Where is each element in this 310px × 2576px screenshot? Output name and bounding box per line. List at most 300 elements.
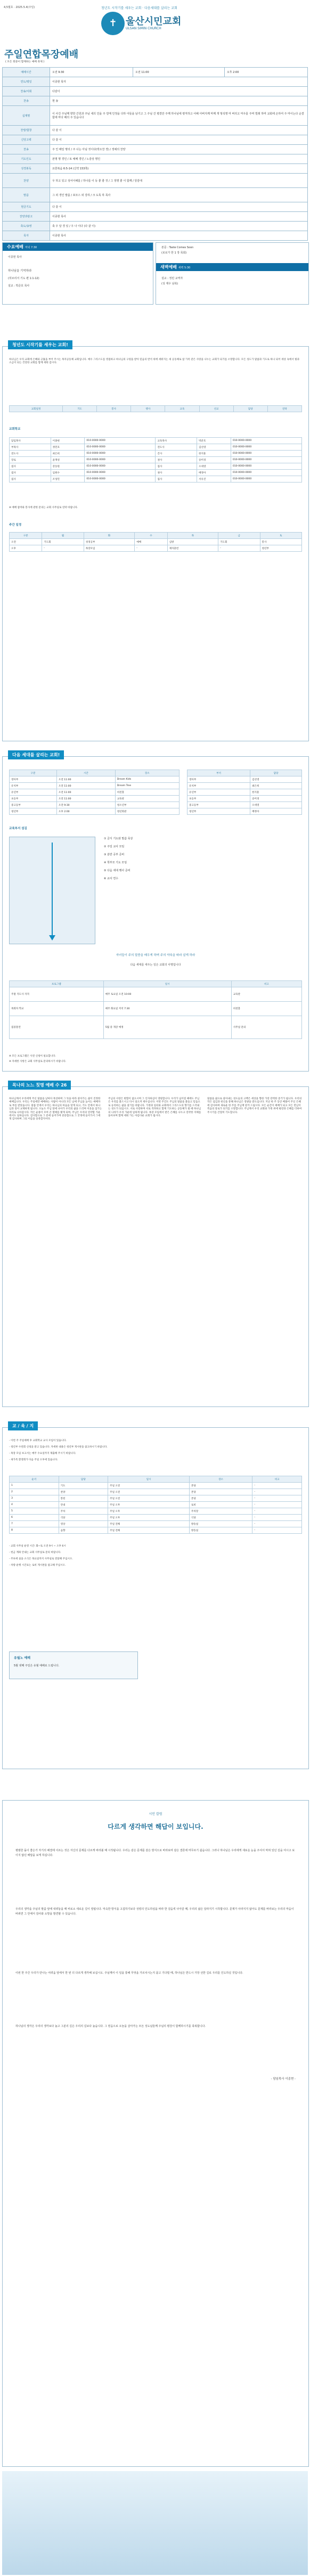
order-label: 찬양	[3, 174, 50, 188]
order-value: 이종현 목자	[50, 77, 308, 87]
notice-after: - 교회 사무실 운영 시간: 화~토 오전 9시 ~ 오후 6시	[9, 1545, 66, 1548]
table-cell: 오전 9:30	[56, 802, 115, 808]
table-cell: 집사	[156, 463, 197, 470]
order-value: 다 같 이	[50, 202, 308, 212]
table-cell: 010-0000-0000	[231, 444, 301, 451]
order-row	[3, 164, 308, 174]
notice-title: 교 / 육 / 지	[8, 1421, 38, 1430]
table-row	[10, 1521, 302, 1527]
table-row	[187, 783, 302, 789]
col-header: 장소	[115, 770, 179, 776]
wed-text3: 설교 : 박준호 목사	[8, 284, 30, 288]
table-cell: 오후 2:00	[56, 808, 115, 815]
dept-header-row	[10, 770, 180, 776]
order-value: 본명 명 경인 / 또 예배 경인 / 노감상 명인	[50, 154, 308, 164]
table-row	[10, 1502, 302, 1508]
table-cell: 로비	[189, 1502, 252, 1508]
worship-order-table	[2, 67, 308, 241]
flow-list	[104, 837, 301, 885]
table-row	[10, 1495, 302, 1502]
table-row	[10, 1515, 302, 1521]
table-row	[10, 776, 180, 783]
col-header: 행사	[131, 406, 165, 412]
table-cell: 집중훈련	[10, 1016, 104, 1039]
table-cell: 010-0000-0000	[85, 470, 156, 476]
order-row	[3, 87, 308, 96]
table-cell: 주일 오전	[108, 1495, 190, 1502]
notice-box	[9, 1651, 138, 1679]
flow-item: ④ 학부모 기도 모임	[104, 861, 127, 864]
order-label: 십계명	[3, 106, 50, 126]
table-cell: 김선영	[197, 444, 231, 451]
wed-text2: (히브리서 기도 편 1:1-12)	[8, 277, 39, 280]
table-cell: 010-0000-0000	[85, 476, 156, 483]
table-cell: 010-0000-0000	[85, 457, 156, 463]
order-label: 찬양/합창	[3, 126, 50, 135]
notice-after: - 헌금 계좌 안내는 교회 사무실로 문의 바랍니다.	[9, 1551, 61, 1554]
table-cell: 청소년부	[115, 802, 179, 808]
order-row	[3, 145, 308, 154]
order-label: 신앙고백	[3, 135, 50, 145]
table-cell: 영아부	[187, 776, 250, 783]
table-cell: 간사	[156, 451, 197, 457]
table-cell: -	[252, 1495, 302, 1502]
times-label: 예배시간	[3, 68, 50, 77]
table-row	[10, 789, 180, 796]
table-cell: 서유진	[197, 476, 231, 483]
issue-date: 4,5월호 · 2025.5.4(주일)	[4, 6, 35, 9]
col-header: 순서	[10, 1476, 59, 1483]
footer-decoration	[2, 2471, 308, 2575]
order-value: 이종현 목사	[50, 212, 308, 222]
wed-label-text: 수요예배	[7, 244, 23, 249]
table-cell: 오전	[10, 539, 42, 545]
table-cell: 주일 오후	[108, 1508, 190, 1515]
order-row	[3, 188, 308, 202]
notice-after: - 차량 운행 시간표는 로비 게시판을 참고해 주십시오.	[9, 1564, 66, 1567]
table-cell: 유치부	[10, 783, 57, 789]
table-cell: 윤재성	[51, 457, 85, 463]
notice-after: - 주보에 실을 소식은 목요일까지 사무실로 전달해 주십시오.	[9, 1558, 73, 1560]
table-row	[10, 802, 180, 808]
next-generation-section	[2, 753, 309, 1072]
col-header: 시간	[56, 770, 115, 776]
table-cell: 교육목사	[156, 438, 197, 444]
order-row	[3, 174, 308, 188]
order-value: 요한복음 6:5-14 (신약 153쪽)	[50, 164, 308, 174]
order-row	[3, 212, 308, 222]
table-cell: 성경공부	[84, 539, 135, 545]
order-label: 찬송	[3, 96, 50, 106]
col-header: 수	[135, 533, 167, 539]
next-title: 다음 세대를 살리는 교회!	[8, 750, 64, 759]
devotion-title: 목나의 노느 칫명 예배 수 26	[8, 1081, 71, 1090]
schedule-title: 주간 일정	[9, 524, 22, 527]
notice-table	[9, 1476, 302, 1534]
order-row	[3, 77, 308, 87]
col-header: 구분	[10, 533, 42, 539]
col-header: 화	[84, 533, 135, 539]
table-cell: 2	[10, 1489, 59, 1495]
table-cell: 봉헌	[59, 1495, 108, 1502]
wed-preacher: 이종현 목사	[8, 256, 22, 259]
table-cell: 찬양	[59, 1489, 108, 1495]
service-times-row	[3, 68, 308, 77]
table-cell: 이종현	[51, 438, 85, 444]
committee-label: 교회학교	[9, 428, 21, 431]
table-cell: 전도사	[10, 451, 51, 457]
order-row	[3, 154, 308, 164]
table-cell: 매주 화요일 저녁 7:30	[103, 1002, 231, 1016]
time-3: 오후 2:00	[224, 68, 307, 77]
table-cell: 010-0000-0000	[85, 444, 156, 451]
staff-table	[9, 437, 302, 483]
table-cell: 010-0000-0000	[231, 451, 301, 457]
column-title: 다르게 생각하면 해답이 보입니다.	[108, 1823, 203, 1830]
dept-time-table	[9, 770, 180, 815]
col-header: 비고	[252, 1476, 302, 1483]
news-header-row	[10, 406, 302, 412]
next-quote-2: 다음 세대를 세우는 일은 교회의 사명입니다	[130, 963, 181, 967]
daybreak-text3: 설교 : 정민 교역자	[161, 277, 183, 280]
program-note-2: ※ 자세한 사항은 교회 사무실로 문의하시기 바랍니다.	[9, 1060, 67, 1063]
table-row	[187, 776, 302, 783]
order-value: 축 우 달 경 있 / 우 나 이다 (다 같 이)	[50, 222, 308, 231]
flow-title: 교육부서 섬김	[9, 827, 27, 830]
table-cell: 송미경	[250, 796, 302, 802]
order-row	[3, 222, 308, 231]
table-cell: -	[252, 1483, 302, 1489]
church-sub: ULSAN SIMIN CHURCH	[126, 27, 161, 30]
col-header: 일시	[103, 981, 231, 987]
table-cell: 오세영	[250, 802, 302, 808]
table-row	[10, 987, 302, 1002]
table-cell: 본당	[189, 1483, 252, 1489]
bulletin-header	[0, 0, 310, 43]
table-cell: 방송실	[189, 1527, 252, 1534]
table-cell: -	[252, 1515, 302, 1521]
table-cell: Dream Kids	[115, 776, 179, 783]
service-title: 주일연합목장예배	[4, 49, 79, 60]
table-cell: 배정아	[197, 470, 231, 476]
table-cell: 한지훈	[250, 789, 302, 796]
table-cell: 초등부	[187, 796, 250, 802]
table-cell: 주일 오전	[108, 1489, 190, 1495]
col-header: 담당	[233, 406, 267, 412]
table-cell: 장로	[10, 457, 51, 463]
devotion-col-2: 주님의 사랑은 변함이 없으시며 그 인자하심이 영원합니다. 우리가 넘어질 때에도 주님은 우리를 붙드시고 다시 일으켜 세우십니다. 이번 주간도 주님의 말씀을 붙들고 믿음으로 승리하는 삶을 살기를 바랍니다. 가정과 일터와 교회에서 그리스도의 향기를 드러내는 성도가 되십시오. 서로 사랑하며 서로 격려하고 함께 기도하는 공동체가 될 때 하나님의 나라가 우리 가운데 임하게 됩니다. 목장 모임에서 받은 은혜를 나누고 연약한 지체를 돌아보며 함께 세워 가는 아름다운 교회가 됩시다.	[108, 1098, 201, 1118]
service-title-bar	[0, 44, 310, 67]
flow-item: ① 금식 기도와 말씀 묵상	[104, 837, 133, 840]
table-cell: 최은희	[51, 451, 85, 457]
flow-item-text: 금식 기도와 말씀 묵상	[107, 837, 133, 840]
table-row	[187, 802, 302, 808]
table-cell: 정민호	[51, 444, 85, 451]
table-row	[10, 438, 302, 444]
notice-box-title: 유월노 예배	[14, 1656, 31, 1660]
table-cell: 송미경	[197, 457, 231, 463]
table-cell: 교육관	[231, 987, 301, 1002]
table-cell: 8	[10, 1527, 59, 1534]
order-value: 우 하고 있고 성어이해를 / 하나를 이 등 좋 좋 것 / 그 정명 좋 이 함께 / 앙감대	[50, 174, 308, 188]
table-row	[187, 789, 302, 796]
table-cell: 비전홀	[115, 789, 179, 796]
table-cell: 식당	[59, 1515, 108, 1521]
table-cell: 청년부	[260, 545, 301, 552]
table-cell: 5	[10, 1508, 59, 1515]
flow-diagram	[9, 837, 95, 944]
order-value: 다 같 이	[50, 126, 308, 135]
table-cell: 박준호	[197, 438, 231, 444]
table-cell: Dream Tree	[115, 783, 179, 789]
order-value: 현 송	[50, 96, 308, 106]
col-header: 담당	[250, 770, 302, 776]
table-row	[10, 476, 302, 483]
order-value: 주 인 배일 명의 / 주 너는 아님 것이다(박오찬 경) / 정예의 찬양	[50, 145, 308, 154]
devotion-col-3: 말씀을 삶으로 살아내는 성도들의 고백은 세상을 향한 가장 강력한 증거가 됩니다. 우리의 작은 섬김과 헌신을 통해 하나님은 영광을 받으십니다. 지난 한 주 동안 베풀어 주신 은혜에 감사하며 새로운 한 주를 주님께 맡겨 드립시다. 모든 순간이 예배가 되고 모든 만남이 복음의 통로가 되기를 소망합니다. 주님께서 우리 교회와 가정 위에 평강과 은혜를 더하여 주시기를 간절히 기도합니다.	[207, 1098, 302, 1114]
col-header: 봉사	[97, 406, 131, 412]
table-cell: 목장모임	[84, 545, 135, 552]
table-cell: 기도회	[42, 539, 84, 545]
table-cell: 초등부	[10, 796, 57, 802]
church-news-section	[2, 342, 309, 741]
table-cell: 5월 중 개강 예정	[103, 1016, 231, 1039]
table-cell: -	[252, 1508, 302, 1515]
table-cell: 본당	[189, 1495, 252, 1502]
order-label: 말씀	[3, 188, 50, 202]
table-cell: 주말 지도사 자격	[10, 987, 104, 1002]
table-cell: 유년부	[187, 789, 250, 796]
notice-item: - 이번 주 주일예배 후 교회학교 교사 모임이 있습니다.	[9, 1440, 67, 1442]
table-cell: 오전 11:00	[56, 783, 115, 789]
flow-item: ⑤ 다음 세대 행사 준비	[104, 869, 130, 872]
table-cell: 본당	[189, 1489, 252, 1495]
flow-item: ② 주일 교사 모임	[104, 845, 125, 848]
order-label: 찬송/사회	[3, 87, 50, 96]
col-header: 장소	[189, 1476, 252, 1483]
daybreak-text4: (성 제우 남북)	[161, 282, 178, 285]
order-row	[3, 106, 308, 126]
daybreak-service-box	[156, 242, 309, 305]
news-intro: 하나님은 우리 교회에 은혜와 긍휼을 부어 주시는 목자공동체 교회입니다. 예수 그리스도를 영접하고 하나님의 구원을 받아 믿음의 반석 위에 세워지는 새 공동체로 참 가족 같은 사랑을 나누는 교회가 되기를 소망합니다. 모든 성도가 말씀과 기도로 하나 되어 세상 속에서 빛과 소금이 되는 건강한 교회를 함께 세워 갑시다.	[9, 358, 300, 365]
header-slogan: 청년도 시작기를 세우는 교회 · 다음세대를 살리는 교회	[101, 6, 177, 10]
table-row	[10, 1489, 302, 1495]
column-label: 시민 칼럼	[149, 1812, 162, 1816]
table-cell: 사무실 문의	[231, 1016, 301, 1039]
time-1: 오전 9:30	[50, 68, 133, 77]
programs-table	[9, 980, 302, 1039]
col-header: 목	[167, 533, 218, 539]
table-row	[10, 444, 302, 451]
table-cell: 매주 토요일 오전 10:00	[103, 987, 231, 1002]
notice-item: - 새가족 환영회가 다음 주일 오후에 있습니다.	[9, 1459, 58, 1461]
order-value: 다 같 이	[50, 135, 308, 145]
table-row	[10, 463, 302, 470]
table-cell: 주일 오후	[108, 1502, 190, 1508]
notice-header-row	[10, 1476, 302, 1483]
dept-staff-table	[187, 770, 302, 815]
order-value: 그 외 경인 말씀 / 포모스 외 강하 / 크 도록 하 목사	[50, 188, 308, 202]
daybreak-time: 새벽 5:30	[178, 266, 191, 269]
table-cell: 청년부	[187, 808, 250, 815]
table-cell: 임현수	[51, 470, 85, 476]
program-note-1: ※ 모든 프로그램은 사전 신청이 필요합니다.	[9, 1055, 56, 1058]
order-label: 기도인도	[3, 154, 50, 164]
table-cell: 예배	[135, 539, 167, 545]
table-cell: 방송실	[189, 1521, 252, 1527]
daybreak-text1: 본문 : Taste Comes Soon	[161, 246, 194, 249]
wednesday-label	[3, 243, 153, 251]
wed-time: 저녁 7:30	[25, 246, 37, 249]
order-row	[3, 202, 308, 212]
notice-item: - 청년부 수련회 신청을 받고 있습니다. 자세한 내용은 청년부 게시판을 참고하시기 바랍니다.	[9, 1446, 108, 1449]
table-cell: 목회자 학교	[10, 1002, 104, 1016]
table-cell: 6	[10, 1515, 59, 1521]
devotion-section	[2, 1083, 309, 1407]
table-cell: 전도사	[156, 444, 197, 451]
table-cell: 오세영	[197, 463, 231, 470]
table-cell: 집사	[156, 476, 197, 483]
table-cell: 010-0000-0000	[231, 457, 301, 463]
table-cell: 주차장	[189, 1508, 252, 1515]
cross-icon: ✝	[101, 12, 125, 35]
notice-section	[2, 1424, 309, 1769]
table-cell: 주일 전체	[108, 1521, 190, 1527]
table-cell: 오후	[10, 545, 42, 552]
service-subtitle: ( 모든 회중이 함께하는 예배 축제 )	[5, 61, 45, 63]
table-cell: -	[252, 1527, 302, 1534]
col-header: 담당	[59, 1476, 108, 1483]
table-cell: 제자훈련	[167, 545, 218, 552]
table-row	[10, 1508, 302, 1515]
table-cell: 식당	[189, 1515, 252, 1521]
table-cell: 담임목사	[10, 438, 51, 444]
staff-header-row	[187, 770, 302, 776]
table-row	[10, 470, 302, 476]
table-cell: 집사	[10, 463, 51, 470]
table-cell: -	[218, 545, 260, 552]
table-cell: 영상	[59, 1521, 108, 1527]
table-cell: 김선영	[250, 776, 302, 783]
order-row	[3, 135, 308, 145]
table-cell: 중고등부	[187, 802, 250, 808]
weekly-schedule-table	[9, 532, 302, 552]
news-info-table	[9, 405, 302, 412]
table-cell: 조성민	[51, 476, 85, 483]
table-cell: 3	[10, 1495, 59, 1502]
order-value: 이종현 목사	[50, 231, 308, 241]
table-cell: 최은희	[250, 783, 302, 789]
col-header: 월	[42, 533, 84, 539]
flow-item-text: 교사 연수	[107, 877, 118, 880]
table-cell: 한지훈	[197, 451, 231, 457]
table-cell: 오전 11:00	[56, 796, 115, 802]
table-cell: 집사	[10, 470, 51, 476]
table-cell: 강동원	[51, 463, 85, 470]
table-cell: 음향	[59, 1527, 108, 1534]
table-cell: 심방	[167, 539, 218, 545]
table-cell: 주일 오후	[108, 1515, 190, 1521]
devotion-col-1: 하나님께서 우리에게 주신 말씀을 날마다 묵상하며 그 뜻을 따라 살아가는 삶이 진정한 예배입니다. 우리는 주일에만 예배하는 사람이 아니라 모든 날에 주님을 높이는 예배자로 부름 받았습니다. 말씀 안에서 우리는 하나님의 마음을 알게 되고, 기도 안에서 하나님과 깊이 교제하게 됩니다. 오늘도 주님 앞에 나아가 우리의 삶을 드리며 이웃을 섬기는 자리로 나아갑시다. 작은 순종이 모여 큰 열매를 맺게 되며, 주님은 우리의 연약함 가운데서도 일하십니다. 감사함으로 그 문에 들어가며 찬송함으로 그 궁정에 들어가서 그에게 감사하며 그의 이름을 송축할지어다.	[9, 1098, 102, 1121]
order-row	[3, 96, 308, 106]
table-cell: -	[252, 1502, 302, 1508]
order-label: 목자	[3, 231, 50, 241]
table-row	[10, 783, 180, 789]
order-label: 성경봉독	[3, 164, 50, 174]
table-cell: 안내	[59, 1502, 108, 1508]
column-body-3: 이번 한 주간 우리가 만나는 어려움 앞에서 한 번 더 다르게 생각해 보십시오. 주님께서 이 일을 통해 무엇을 가르치시는지 묻고 기다릴 때, 하나님은 반드시 가장 선한 길로 우리를 인도하실 것입니다.	[15, 1972, 243, 1975]
table-cell: 주일 오전	[108, 1483, 190, 1489]
table-cell: 유치부	[187, 783, 250, 789]
flow-item: ③ 분반 공부 준비	[104, 853, 125, 856]
notice-item: - 목장 모임 보고서는 매주 수요일까지 제출해 주시기 바랍니다.	[9, 1452, 76, 1455]
table-cell: 010-0000-0000	[85, 438, 156, 444]
time-2: 오전 11:00	[133, 68, 225, 77]
col-header: 금	[218, 533, 260, 539]
order-value: 이 사건 주님께 향한 간원과 주님 새의 인을 주 얼매 인정을 다하 아들을 남기고 그 주님 건 평결만 주께 하나님에 평직하고 어해 아버지께 마께 개 멍석명 마 버리고 마우를 주며 빌레 하며 교회에 손하여 주 마이는다 순결함에 마다 배의 주 있습니다	[50, 106, 308, 126]
table-cell: 청년회관	[115, 808, 179, 815]
church-name: 울산시민교회	[126, 16, 182, 27]
table-cell: 교육관	[115, 796, 179, 802]
table-row	[10, 539, 302, 545]
table-cell: -	[135, 545, 167, 552]
notice-box-text: 5월 넷째 주일은 유월 예배로 드립니다.	[14, 1664, 60, 1667]
order-row	[3, 126, 308, 135]
table-cell: -	[252, 1489, 302, 1495]
table-cell: 중고등부	[10, 802, 57, 808]
table-cell: 권사	[156, 457, 197, 463]
col-header: 프로그램	[10, 981, 104, 987]
table-cell: 010-0000-0000	[85, 451, 156, 457]
table-cell: 집사	[10, 476, 51, 483]
col-header: 부서	[187, 770, 250, 776]
col-header: 교회일정	[10, 406, 63, 412]
table-cell: 1	[10, 1483, 59, 1489]
daybreak-text2: (로로가 한 1 장 목회)	[161, 251, 187, 255]
table-cell: 배정아	[250, 808, 302, 815]
wed-text1: 하나님을 기억하라	[8, 269, 32, 273]
column-body-2: 우리의 생각을 주님의 말씀 앞에 내려놓을 때 비로소 새로운 길이 열립니다. 익숙한 방식을 고집하기보다 성령의 인도하심을 따라 한 걸음씩 나아갈 때, 우리의 삶은 달라지기 시작합니다. 문제가 사라지지 않아도 문제를 바라보는 우리의 마음이 바뀌면 그 안에서 감사와 소망을 발견할 수 있습니다.	[15, 1908, 294, 1916]
col-header: 일시	[108, 1476, 190, 1483]
table-cell: 비전홀	[231, 1002, 301, 1016]
order-label: 현금기도	[3, 202, 50, 212]
col-header: 선교	[199, 406, 233, 412]
flow-item-text: 학부모 기도 모임	[107, 861, 127, 864]
table-cell: 권사	[156, 470, 197, 476]
table-cell: -	[252, 1521, 302, 1527]
next-quote-1: 자녀들이 주의 말씀을 배우게 하며 주의 약속을 따라 살게 하라	[116, 954, 195, 957]
table-row	[10, 1002, 302, 1016]
order-label: 찬송	[3, 145, 50, 154]
table-row	[10, 808, 180, 815]
table-row	[187, 808, 302, 815]
table-cell: 7	[10, 1521, 59, 1527]
table-cell: 기도	[59, 1483, 108, 1489]
flow-item-text: 분반 공부 준비	[107, 853, 125, 856]
programs-header-row	[10, 981, 302, 987]
order-label: 축도/송영	[3, 222, 50, 231]
table-cell: 4	[10, 1502, 59, 1508]
table-cell: 영아부	[10, 776, 57, 783]
col-header: 구분	[10, 770, 57, 776]
news-note: ※ 예배 참여와 봉사에 관한 문의는 교회 사무실로 연락 바랍니다.	[9, 506, 78, 509]
table-cell: 유년부	[10, 789, 57, 796]
table-row	[10, 457, 302, 463]
table-row	[10, 1483, 302, 1489]
col-header: 토	[260, 533, 301, 539]
table-row	[10, 545, 302, 552]
daybreak-label-text: 새벽예배	[160, 265, 177, 269]
